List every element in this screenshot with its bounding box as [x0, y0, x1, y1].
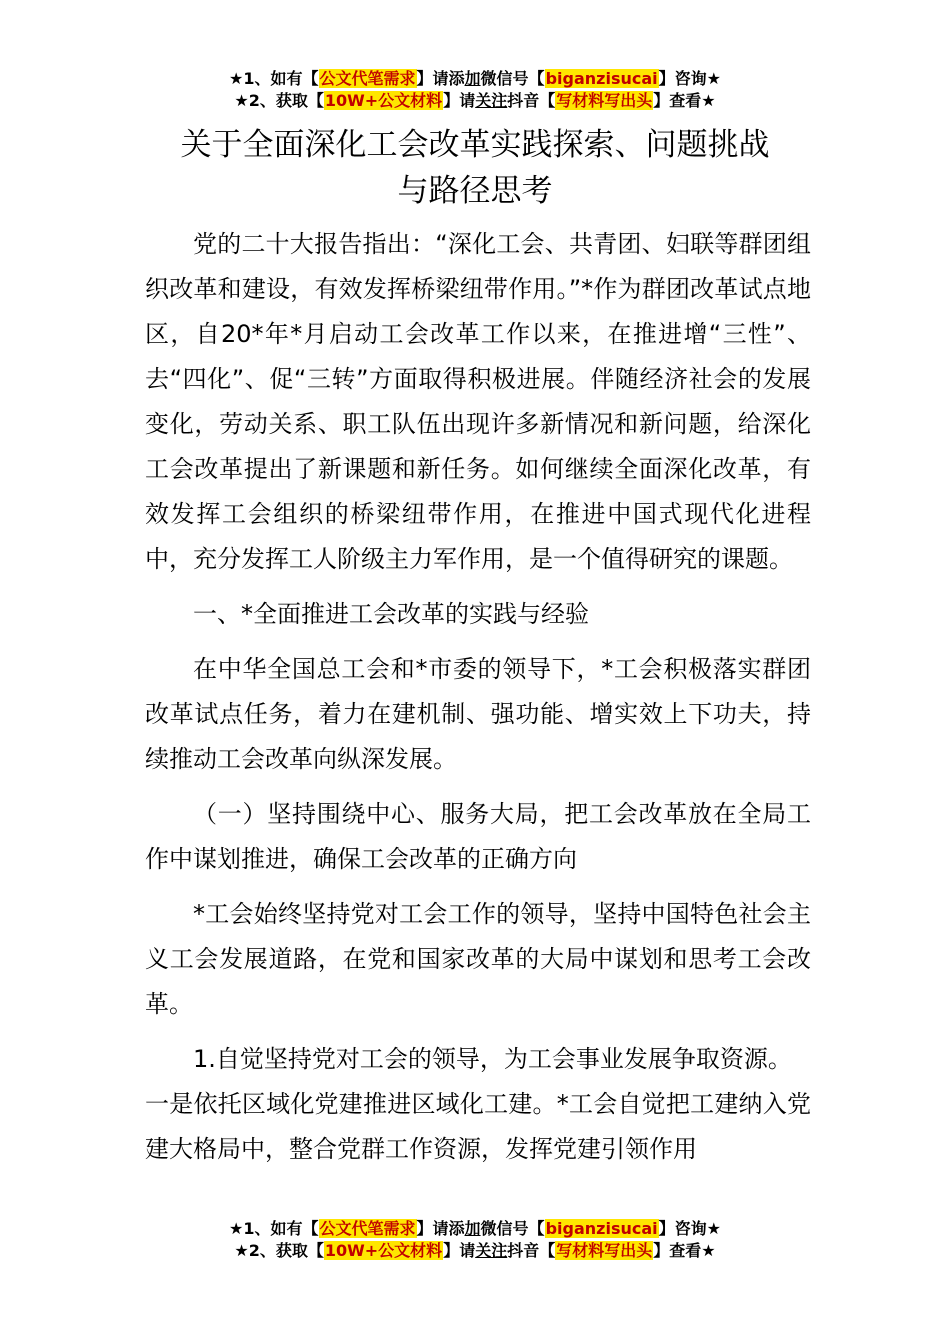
- banner-underlined: 关注: [475, 91, 508, 110]
- banner-underlined: 加: [464, 1219, 481, 1238]
- banner-highlight: 公文代笔需求: [319, 69, 416, 88]
- document-body: [145, 222, 811, 1182]
- banner-text: 微信号【: [480, 1219, 545, 1238]
- banner-text: ★2、获取【: [234, 91, 324, 110]
- header-banner: [0, 68, 950, 112]
- banner-line-2: [0, 90, 950, 112]
- banner-highlight: biganzisucai: [545, 69, 658, 88]
- banner-text: 微信号【: [480, 69, 545, 88]
- banner-text: 】查看★: [653, 91, 716, 110]
- banner-highlight: 公文代笔需求: [319, 1219, 416, 1238]
- banner-highlight: 10W+公文材料: [324, 91, 443, 110]
- banner-text: 】查看★: [653, 1241, 716, 1260]
- banner-highlight: biganzisucai: [545, 1219, 658, 1238]
- paragraph: 在中华全国总工会和*市委的领导下，*工会积极落实群团改革试点任务，着力在建机制、强功能、增实效上下功夫，持续推动工会改革向纵深发展。: [145, 655, 811, 773]
- banner-highlight: 写材料写出头: [556, 1241, 653, 1260]
- banner-underlined: 加: [464, 69, 481, 88]
- paragraph: *工会始终坚持党对工会工作的领导，坚持中国特色社会主义工会发展道路，在党和国家改革的大局中谋划和思考工会改革。: [145, 900, 811, 1018]
- banner-text: 抖音【: [507, 91, 556, 110]
- section-heading: 一、*全面推进工会改革的实践与经验: [193, 600, 589, 628]
- point-heading: 1.自觉坚持党对工会的领导，为工会事业发展争取资源。: [193, 1045, 792, 1073]
- document-title: [0, 122, 950, 214]
- banner-text: 】请: [443, 1241, 476, 1260]
- subsection-heading: （一）坚持围绕中心、服务大局，把工会改革放在全局工作中谋划推进，确保工会改革的正确方向: [145, 800, 811, 873]
- banner-line-2: [0, 1240, 950, 1262]
- banner-line-1: [0, 1218, 950, 1240]
- banner-text: ★1、如有【: [229, 1219, 319, 1238]
- banner-text: ★2、获取【: [234, 1241, 324, 1260]
- paragraph-intro: 党的二十大报告指出：“深化工会、共青团、妇联等群团组织改革和建设，有效发挥桥梁纽带作用。”*作为群团改革试点地区，自20*年*月启动工会改革工作以来，在推进增“三性”、去“四化”、促“三转”方面取得积极进展。伴随经济社会的发展变化，劳动关系、职工队伍出现许多新情况和新问题，给深化工会改革提出了新课题和新任务。如何继续全面深化改革，有效发挥工会组织的桥梁纽带作用，在推进中国式现代化进程中，充分发挥工人阶级主力军作用，是一个值得研究的课题。: [145, 230, 811, 573]
- banner-highlight: 10W+公文材料: [324, 1241, 443, 1260]
- footer-banner: [0, 1218, 950, 1262]
- banner-line-1: [0, 68, 950, 90]
- banner-highlight: 写材料写出头: [556, 91, 653, 110]
- banner-text: 】请添: [416, 69, 465, 88]
- banner-text: 】咨询★: [658, 1219, 721, 1238]
- banner-text: 】请添: [416, 1219, 465, 1238]
- banner-text: 抖音【: [507, 1241, 556, 1260]
- banner-text: 】咨询★: [658, 69, 721, 88]
- title-line-1: 关于全面深化工会改革实践探索、问题挑战: [180, 127, 770, 163]
- banner-text: 】请: [443, 91, 476, 110]
- banner-text: ★1、如有【: [229, 69, 319, 88]
- banner-underlined: 关注: [475, 1241, 508, 1260]
- paragraph: 一是依托区域化党建推进区域化工建。*工会自觉把工建纳入党建大格局中，整合党群工作资源，发挥党建引领作用: [145, 1090, 811, 1163]
- title-line-2: 与路径思考: [397, 173, 553, 209]
